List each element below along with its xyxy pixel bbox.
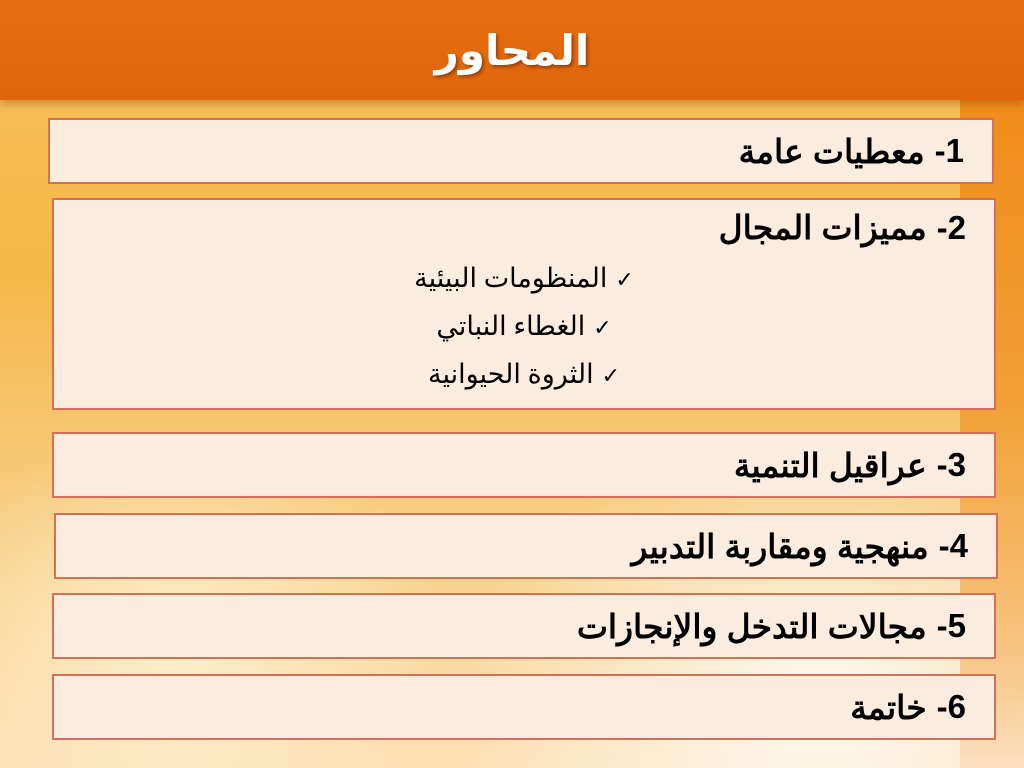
section-heading <box>719 208 966 247</box>
sub-item-list <box>54 258 994 402</box>
section-number: 4- <box>938 527 968 564</box>
section-heading <box>734 434 966 496</box>
section-box-2 <box>52 198 996 410</box>
section-number: 2- <box>936 208 966 246</box>
list-item <box>54 306 994 354</box>
section-label: عراقيل التنمية <box>733 446 927 484</box>
list-item-label: الثروة الحيوانية <box>427 359 594 389</box>
section-heading <box>850 676 966 738</box>
section-label: خاتمة <box>850 688 927 726</box>
section-label: مميزات المجال <box>718 209 927 246</box>
checkmark-icon: ✓ <box>593 316 612 341</box>
title-bar <box>0 0 1024 100</box>
list-item <box>54 258 994 306</box>
section-box-4 <box>54 513 998 579</box>
section-box-1 <box>48 118 994 184</box>
checkmark-icon: ✓ <box>615 268 634 293</box>
list-item <box>54 354 994 402</box>
section-heading <box>577 595 966 657</box>
section-number: 3- <box>936 446 966 483</box>
section-box-3 <box>52 432 996 498</box>
section-label: منهجية ومقاربة التدبير <box>631 527 929 565</box>
section-box-6 <box>52 674 996 740</box>
list-item-label: المنظومات البيئية <box>414 263 608 293</box>
list-item-label: الغطاء النباتي <box>436 311 586 341</box>
section-number: 5- <box>936 607 966 644</box>
section-heading <box>739 120 964 182</box>
section-number: 6- <box>936 688 966 725</box>
section-heading <box>631 515 968 577</box>
section-label: مجالات التدخل والإنجازات <box>576 607 927 645</box>
section-label: معطيات عامة <box>738 132 925 170</box>
checkmark-icon: ✓ <box>601 364 621 389</box>
section-box-5 <box>52 593 996 659</box>
slide-title: المحاور <box>434 25 590 75</box>
section-number: 1- <box>934 132 964 169</box>
